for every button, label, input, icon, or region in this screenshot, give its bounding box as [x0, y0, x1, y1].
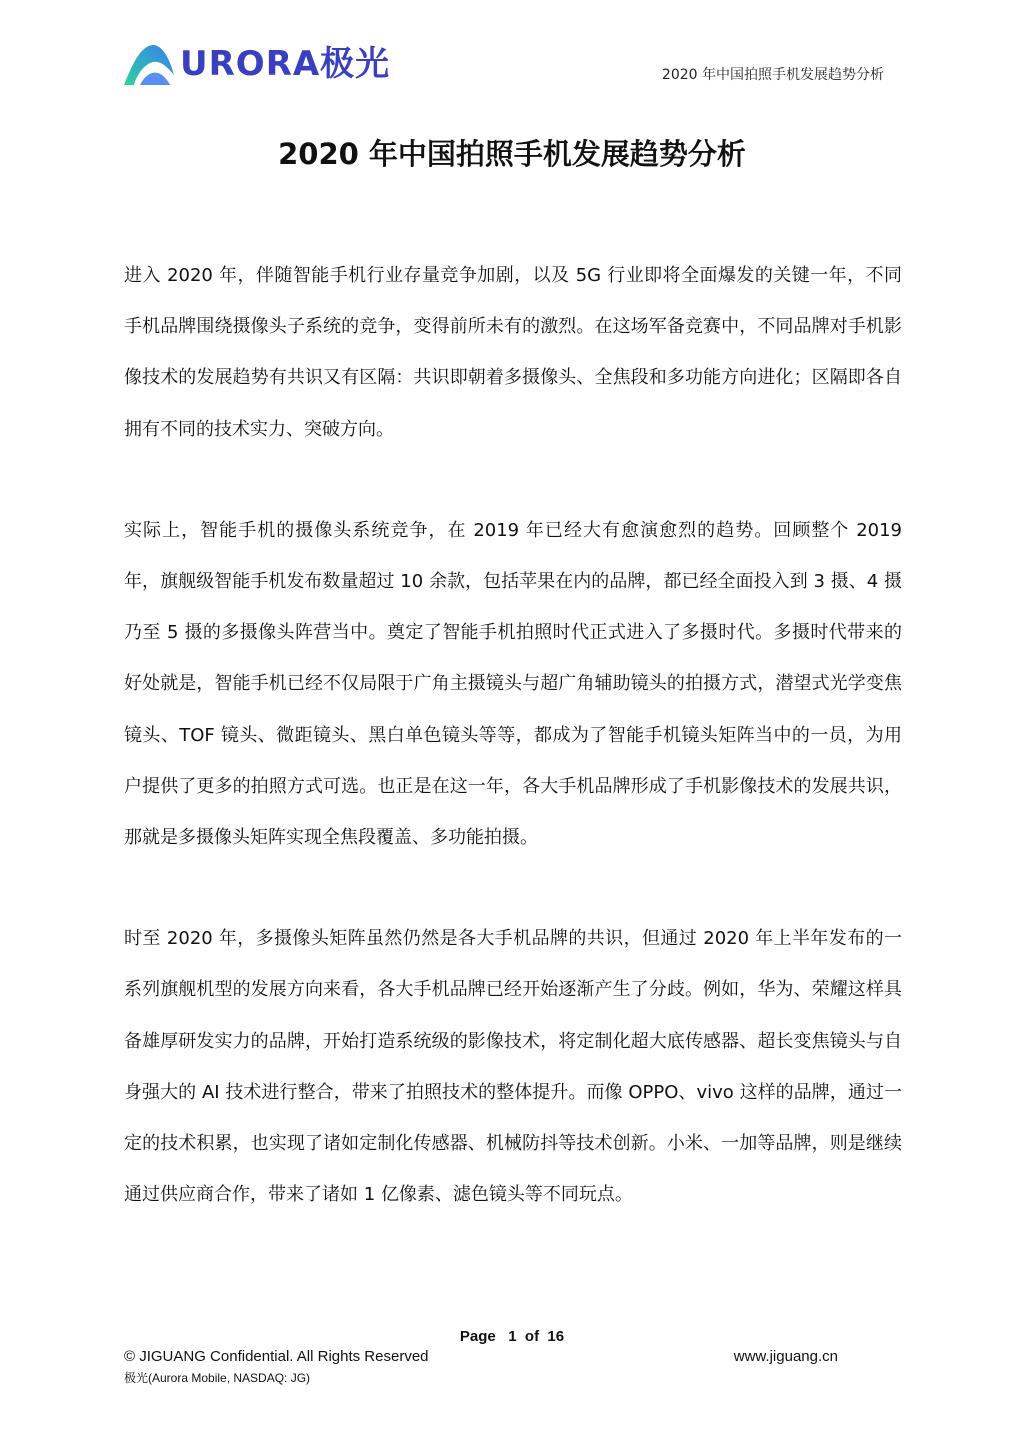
- page-footer: [0, 1320, 1024, 1400]
- logo-text: URORA极光: [180, 44, 391, 84]
- page-header: [0, 0, 1024, 110]
- aurora-logo: [122, 40, 390, 88]
- header-title: 2020 年中国拍照手机发展趋势分析: [661, 67, 884, 83]
- website-link: www.jiguang.cn: [733, 1348, 838, 1365]
- paragraph-2: 实际上，智能手机的摄像头系统竞争，在 2019 年已经大有愈演愈烈的趋势。回顾整个 2019 年，旗舰级智能手机发布数量超过 10 余款，包括苹果在内的品牌，都已经全面投入到 3 摄、4 摄乃至 5 摄的多摄像头阵营当中。奠定了智能手机拍照时代正式进入了多摄时代。多摄时代带来的好处就是，智能手机已经不仅局限于广角主摄镜头与超广角辅助镜头的拍摄方式，潜望式光学变焦镜头、TOF 镜头、微距镜头、黑白单色镜头等等，都成为了智能手机镜头矩阵当中的一员，为用户提供了更多的拍照方式可选。也正是在这一年，各大手机品牌形成了手机影像技术的发展共识，那就是多摄像头矩阵实现全焦段覆盖、多功能拍摄。: [124, 519, 902, 849]
- page-number: Page 1 of 16: [459, 1328, 565, 1345]
- paragraph-1: 进入 2020 年，伴随智能手机行业存量竞争加剧，以及 5G 行业即将全面爆发的关键一年，不同手机品牌围绕摄像头子系统的竞争，变得前所未有的激烈。在这场军备竞赛中，不同品牌对手机影像技术的发展趋势有共识又有区隔：共识即朝着多摄像头、全焦段和多功能方向进化；区隔即各自拥有不同的技术实力、突破方向。: [124, 265, 902, 440]
- paragraph-3: 时至 2020 年，多摄像头矩阵虽然仍然是各大手机品牌的共识，但通过 2020 年上半年发布的一系列旗舰机型的发展方向来看，各大手机品牌已经开始逐渐产生了分歧。例如，华为、荣耀这样具备雄厚研发实力的品牌，开始打造系统级的影像技术，将定制化超大底传感器、超长变焦镜头与自身强大的 AI 技术进行整合，带来了拍照技术的整体提升。而像 OPPO、vivo 这样的品牌，通过一定的技术积累，也实现了诸如定制化传感器、机械防抖等技术创新。小米、一加等品牌，则是继续通过供应商合作，带来了诸如 1 亿像素、滤色镜头等不同玩点。: [124, 928, 902, 1206]
- company-info: 极光(Aurora Mobile, NASDAQ: JG): [124, 1371, 311, 1385]
- copyright-notice: © JIGUANG Confidential. All Rights Reserved: [124, 1348, 429, 1365]
- document-body: [124, 250, 902, 1270]
- document-title: 2020 年中国拍照手机发展趋势分析: [278, 137, 746, 171]
- aurora-logo-icon: [122, 41, 176, 87]
